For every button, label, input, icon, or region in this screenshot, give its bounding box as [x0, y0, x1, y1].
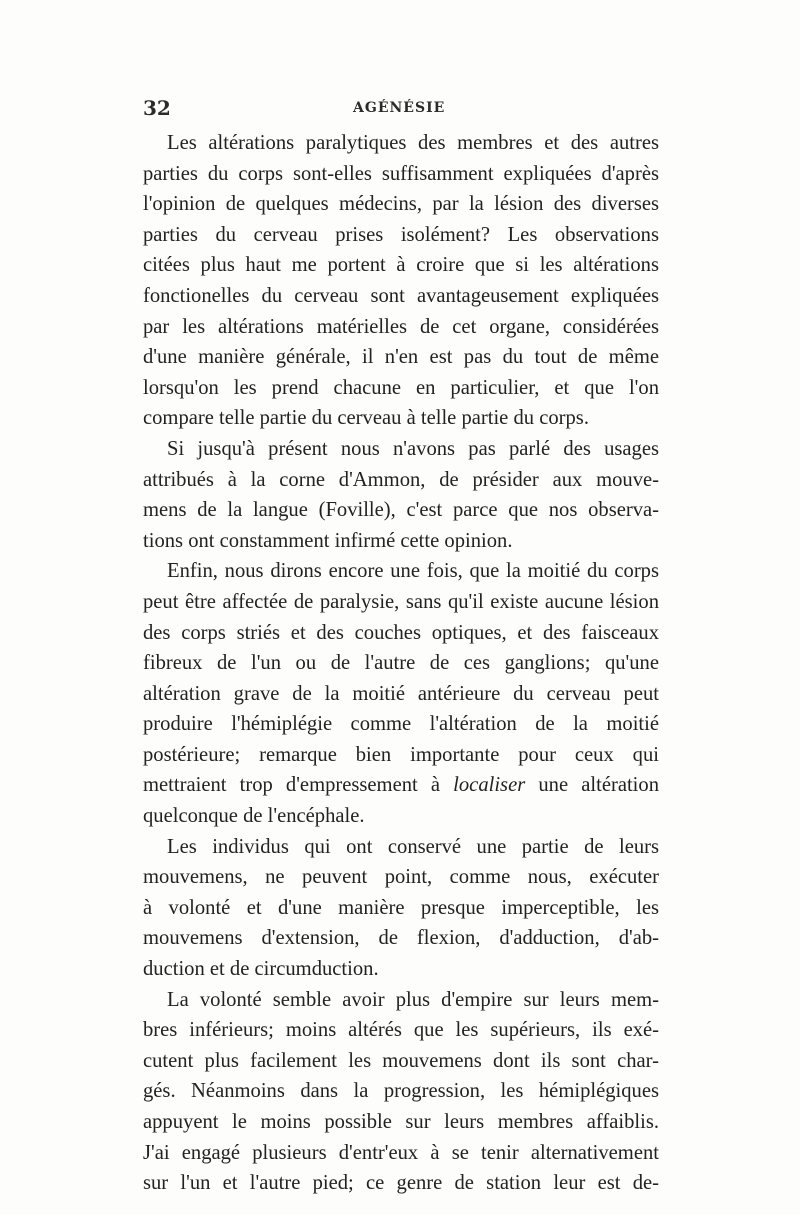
text-segment: mettraient trop d'empressement à [143, 774, 454, 797]
text-line: sur l'un et l'autre pied; ce genre de station leur est de- [143, 1172, 659, 1195]
text-line: mouvemens, ne peuvent point, comme nous, exécuter [143, 866, 659, 889]
text-line: tions ont constamment infirmé cette opinion. [143, 529, 513, 552]
text-line: d'une manière générale, il n'en est pas du tout de même [143, 346, 659, 369]
text-line: Enfin, nous dirons encore une fois, que la moitié du corps [167, 560, 659, 583]
text-line: appuyent le moins possible sur leurs membres affaiblis. [143, 1111, 659, 1133]
text-line: compare telle partie du cerveau à telle partie du corps. [143, 407, 589, 430]
text-line: bres inférieurs; moins altérés que les supérieurs, ils exé- [143, 1019, 659, 1042]
text-line: gés. Néanmoins dans la progression, les hémiplégiques [143, 1080, 659, 1103]
text-line: à volonté et d'une manière presque imperceptible, les [143, 896, 659, 919]
text-line: cutent plus facilement les mouvemens dont ils sont char- [143, 1049, 659, 1072]
running-title: AGÉNÉSIE [353, 100, 446, 116]
page-number: 32 [143, 96, 171, 120]
text-line: postérieure; remarque bien importante pour ceux qui [143, 743, 659, 766]
text-line: quelconque de l'encéphale. [143, 805, 365, 828]
text-line: J'ai engagé plusieurs d'entr'eux à se tenir alternativement [143, 1141, 659, 1164]
text-line: citées plus haut me portent à croire que si les altérations [143, 254, 659, 277]
text-line: Les altérations paralytiques des membres et des autres [167, 132, 659, 154]
italic-word: localiser [453, 774, 526, 797]
text-line: mens de la langue (Foville), c'est parce que nos observa- [143, 499, 659, 522]
text-line: attribués à la corne d'Ammon, de présider aux mouve- [143, 468, 659, 491]
text-segment: une altération [525, 774, 659, 797]
text-line: Les individus qui ont conservé une partie de leurs [167, 835, 659, 858]
text-line: l'opinion de quelques médecins, par la lésion des diverses [143, 193, 659, 216]
text-line: produire l'hémiplégie comme l'altération de la moitié [143, 713, 659, 736]
text-line: duction et de circumduction. [143, 958, 379, 981]
text-line: mouvemens d'extension, de flexion, d'adduction, d'ab- [143, 927, 659, 950]
text-line-with-italic [143, 770, 659, 801]
text-line: fonctionelles du cerveau sont avantageusement expliquées [143, 284, 659, 307]
text-line: parties du corps sont-elles suffisamment expliquées d'après [143, 162, 659, 185]
text-line: parties du cerveau prises isolément? Les observations [143, 223, 659, 246]
text-line: altération grave de la moitié antérieure du cerveau peut [143, 682, 659, 705]
text-line: La volonté semble avoir plus d'empire sur leurs mem- [167, 988, 659, 1011]
text-line: Si jusqu'à présent nous n'avons pas parlé des usages [167, 437, 659, 460]
text-line: des corps striés et des couches optiques, et des faisceaux [143, 621, 659, 644]
body-text [143, 128, 659, 1199]
text-line: fibreux de l'un ou de l'autre de ces ganglions; qu'une [143, 652, 659, 675]
page-header [143, 96, 659, 126]
text-line: lorsqu'on les prend chacune en particulier, et que l'on [143, 376, 659, 399]
text-line: par les altérations matérielles de cet organe, considérées [143, 315, 659, 338]
text-line: peut être affectée de paralysie, sans qu'il existe aucune lésion [143, 590, 659, 613]
